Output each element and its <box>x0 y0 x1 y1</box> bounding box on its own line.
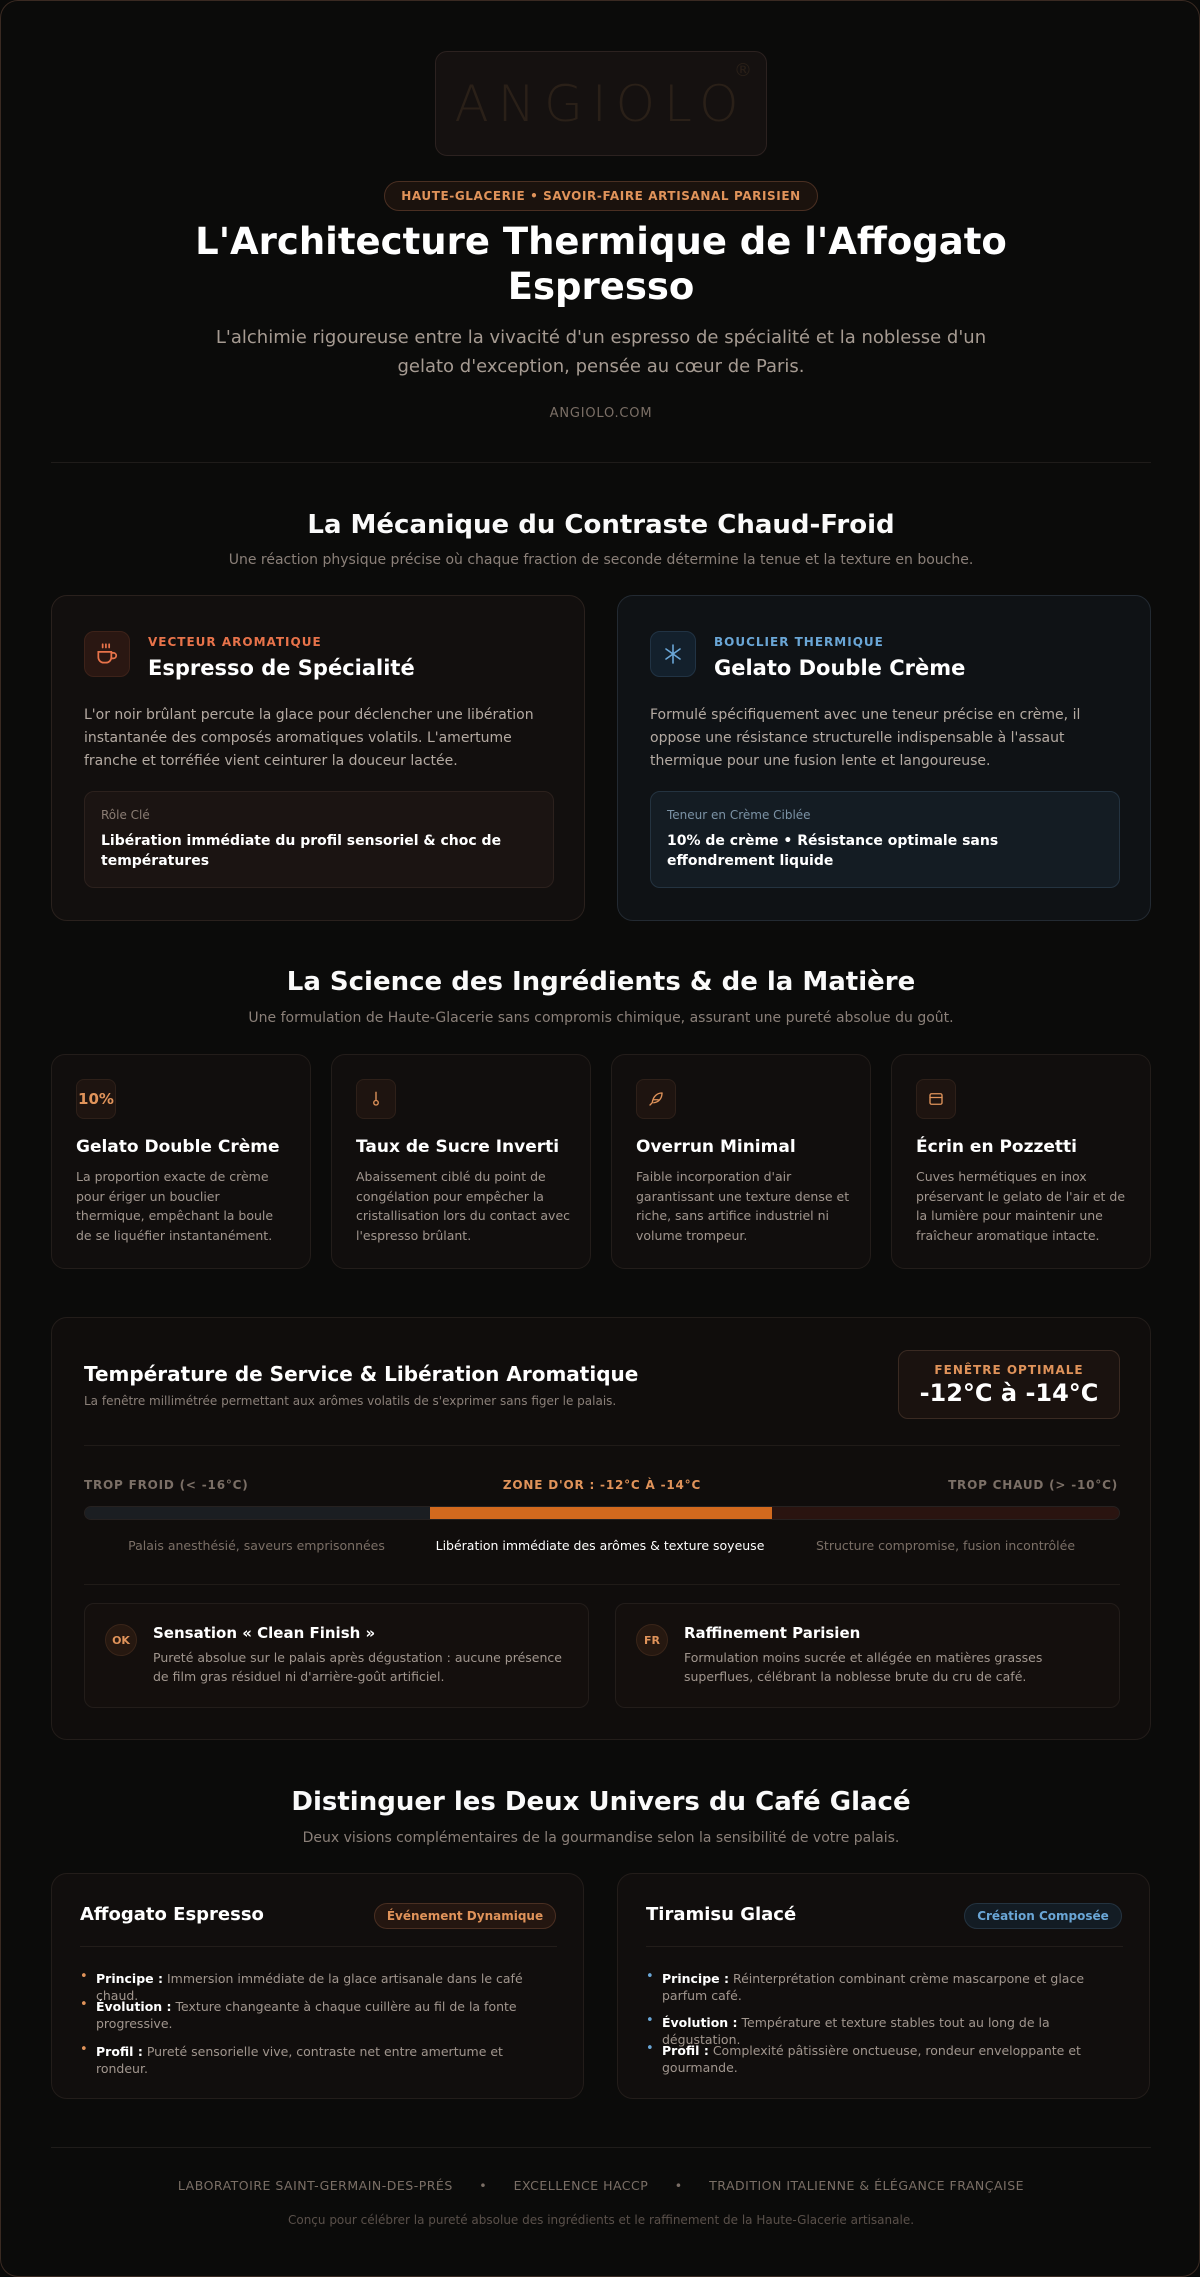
ingredient-card-title: Écrin en Pozzetti <box>916 1137 1078 1157</box>
page-title: L'Architecture Thermique de l'Affogato Espresso <box>195 220 1007 308</box>
scale-hot-segment <box>772 1507 1120 1520</box>
hero-subtitle: L'alchimie rigoureuse entre la vivacité d'un espresso de spécialité et la noblesse d'un gelato d'exception, pensée au cœur de Paris. <box>215 327 987 377</box>
affogato-title: Affogato Espresso <box>80 1904 264 1925</box>
logo-text: ANGIOLO <box>454 74 748 133</box>
affogato-item: Principe : Immersion immédiate de la glace artisanale dans le café chaud. <box>96 1971 523 2003</box>
gelato-cream-value: 10% de crème • Résistance optimale sans effondrement liquide <box>667 833 999 869</box>
mechanics-title: La Mécanique du Contraste Chaud-Froid <box>307 510 895 540</box>
espresso-key-role-label: Rôle Clé <box>101 808 150 822</box>
scale-cold-desc: Palais anesthésié, saveurs emprisonnées <box>128 1538 385 1553</box>
scale-cold-label: TROP FROID (< -16°C) <box>84 1478 249 1492</box>
temperature-subtitle: La fenêtre millimétrée permettant aux arômes volatils de s'exprimer sans figer le palais. <box>84 1394 617 1408</box>
gelato-body: Formulé spécifiquement avec une teneur précise en crème, il oppose une résistance structurelle indispensable à l'assaut thermique pour une fusion lente et langoureuse. <box>650 707 1081 769</box>
espresso-key-role-value: Libération immédiate du profil sensoriel & choc de températures <box>101 833 502 869</box>
ingredient-card-body: La proportion exacte de crème pour ériger un bouclier thermique, empêchant la boule de se liquéfier instantanément. <box>76 1169 274 1243</box>
scale-gold-desc: Libération immédiate des arômes & texture soyeuse <box>435 1538 765 1553</box>
ingredient-card-title: Overrun Minimal <box>636 1137 796 1157</box>
feature-body: Pureté absolue sur le palais après dégustation : aucune présence de film gras résiduel ni d'arrière-goût artificiel. <box>153 1650 562 1684</box>
tiramisu-item: Principe : Réinterprétation combinant crème mascarpone et glace parfum café. <box>662 1971 1085 2003</box>
tiramisu-tag: Création Composée <box>964 1903 1122 1929</box>
scale-hot-label: TROP CHAUD (> -10°C) <box>948 1478 1118 1492</box>
espresso-title: Espresso de Spécialité <box>148 656 415 680</box>
mechanics-subtitle: Une réaction physique précise où chaque fraction de seconde détermine la tenue et la texture en bouche. <box>228 552 974 568</box>
divider <box>84 1445 1120 1446</box>
affogato-tag: Événement Dynamique <box>374 1903 556 1929</box>
feature-body: Formulation moins sucrée et allégée en matières grasses superflues, célébrant la noblesse brute du cru de café. <box>684 1650 1043 1684</box>
bullet-dot: • <box>646 1969 654 1984</box>
gelato-cream-label: Teneur en Crème Ciblée <box>667 808 811 822</box>
cream-percent-badge: 10% <box>76 1079 116 1119</box>
ingredient-card-title: Gelato Double Crème <box>76 1137 280 1157</box>
parisian-feature <box>615 1603 1120 1708</box>
brand-logo[interactable] <box>435 51 767 156</box>
scale-cold-segment <box>85 1507 430 1520</box>
ingredient-card-overrun <box>611 1054 871 1269</box>
hero-pill-badge: HAUTE-GLACERIE • SAVOIR-FAIRE ARTISANAL PARISIEN <box>384 181 818 211</box>
site-domain-link[interactable]: ANGIOLO.COM <box>549 406 653 421</box>
footer-link[interactable]: LABORATOIRE SAINT-GERMAIN-DES-PRÉS <box>177 2178 453 2193</box>
science-title: La Science des Ingrédients & de la Matière <box>286 967 916 997</box>
temperature-title: Température de Service & Libération Aromatique <box>84 1362 639 1386</box>
thermometer-icon <box>356 1079 396 1119</box>
science-subtitle: Une formulation de Haute-Glacerie sans compromis chimique, assurant une pureté absolue du goût. <box>248 1010 954 1026</box>
ingredient-card-cream <box>51 1054 311 1269</box>
affogato-item: Évolution : Texture changeante à chaque cuillère au fil de la fonte progressive. <box>96 1999 517 2031</box>
temperature-scale-bar <box>84 1506 1120 1520</box>
fr-badge: FR <box>636 1624 668 1656</box>
scale-gold-segment <box>430 1507 772 1520</box>
gelato-cream-box <box>650 791 1120 888</box>
espresso-body: L'or noir brûlant percute la glace pour déclencher une libération instantanée des composés aromatiques volatils. L'amertume franche et torréfiée vient ceinturer la douceur lactée. <box>84 707 534 769</box>
divider <box>646 1946 1123 1947</box>
compare-subtitle: Deux visions complémentaires de la gourmandise selon la sensibilité de votre palais. <box>302 1830 900 1846</box>
gelato-eyebrow: BOUCLIER THERMIQUE <box>714 635 884 649</box>
footer-links <box>1 2178 1200 2193</box>
divider <box>80 1946 557 1947</box>
ingredient-card-sugar <box>331 1054 591 1269</box>
snowflake-icon <box>650 631 696 677</box>
container-icon <box>916 1079 956 1119</box>
affogato-item: Profil : Pureté sensorielle vive, contraste net entre amertume et rondeur. <box>96 2044 503 2076</box>
divider <box>51 462 1151 463</box>
feather-icon <box>636 1079 676 1119</box>
espresso-key-role-box <box>84 791 554 888</box>
footer-separator: • <box>479 2178 488 2193</box>
bullet-dot: • <box>646 2013 654 2028</box>
footer-separator: • <box>674 2178 683 2193</box>
ok-badge: OK <box>105 1624 137 1656</box>
divider <box>51 2147 1151 2148</box>
clean-finish-feature <box>84 1603 589 1708</box>
tiramisu-card <box>617 1873 1150 2099</box>
ingredient-card-body: Abaissement ciblé du point de congélation pour empêcher la cristallisation lors du contact avec l'espresso brûlant. <box>356 1169 571 1243</box>
footer-link[interactable]: EXCELLENCE HACCP <box>513 2178 649 2193</box>
temperature-panel <box>51 1317 1151 1740</box>
ingredient-card-title: Taux de Sucre Inverti <box>356 1137 560 1157</box>
footer-link[interactable]: TRADITION ITALIENNE & ÉLÉGANCE FRANÇAISE <box>709 2178 1025 2193</box>
scale-hot-desc: Structure compromise, fusion incontrôlée <box>815 1538 1076 1553</box>
feature-title: Sensation « Clean Finish » <box>153 1624 376 1642</box>
scale-gold-label: ZONE D'OR : -12°C À -14°C <box>502 1478 702 1492</box>
affogato-card <box>51 1873 584 2099</box>
tiramisu-item: Évolution : Température et texture stables tout au long de la dégustation. <box>662 2015 1050 2047</box>
espresso-card <box>51 595 585 921</box>
tiramisu-title: Tiramisu Glacé <box>646 1904 797 1925</box>
gelato-title: Gelato Double Crème <box>714 656 966 680</box>
bullet-dot: • <box>80 2042 88 2057</box>
divider <box>84 1584 1120 1585</box>
ingredient-card-body: Faible incorporation d'air garantissant une texture dense et riche, sans artifice industriel ni volume trompeur. <box>636 1169 850 1243</box>
bullet-dot: • <box>80 1969 88 1984</box>
logo-registered-mark: ® <box>734 60 752 81</box>
footer-note: Conçu pour célébrer la pureté absolue des ingrédients et le raffinement de la Haute-Glacerie artisanale. <box>287 2213 915 2227</box>
bullet-dot: • <box>80 1997 88 2012</box>
ingredient-card-pozzetti <box>891 1054 1151 1269</box>
optimal-window-value: -12°C à -14°C <box>919 1379 1099 1407</box>
compare-title: Distinguer les Deux Univers du Café Glacé <box>291 1787 911 1817</box>
espresso-eyebrow: VECTEUR AROMATIQUE <box>148 635 322 649</box>
coffee-cup-icon <box>84 631 130 677</box>
optimal-window-badge <box>898 1350 1120 1419</box>
bullet-dot: • <box>646 2041 654 2056</box>
optimal-window-label: FENÊTRE OPTIMALE <box>934 1363 1084 1377</box>
ingredient-card-body: Cuves hermétiques en inox préservant le gelato de l'air et de la lumière pour maintenir une fraîcheur aromatique intacte. <box>916 1169 1126 1243</box>
tiramisu-item: Profil : Complexité pâtissière onctueuse, rondeur enveloppante et gourmande. <box>662 2043 1081 2075</box>
feature-title: Raffinement Parisien <box>684 1624 861 1642</box>
gelato-card <box>617 595 1151 921</box>
